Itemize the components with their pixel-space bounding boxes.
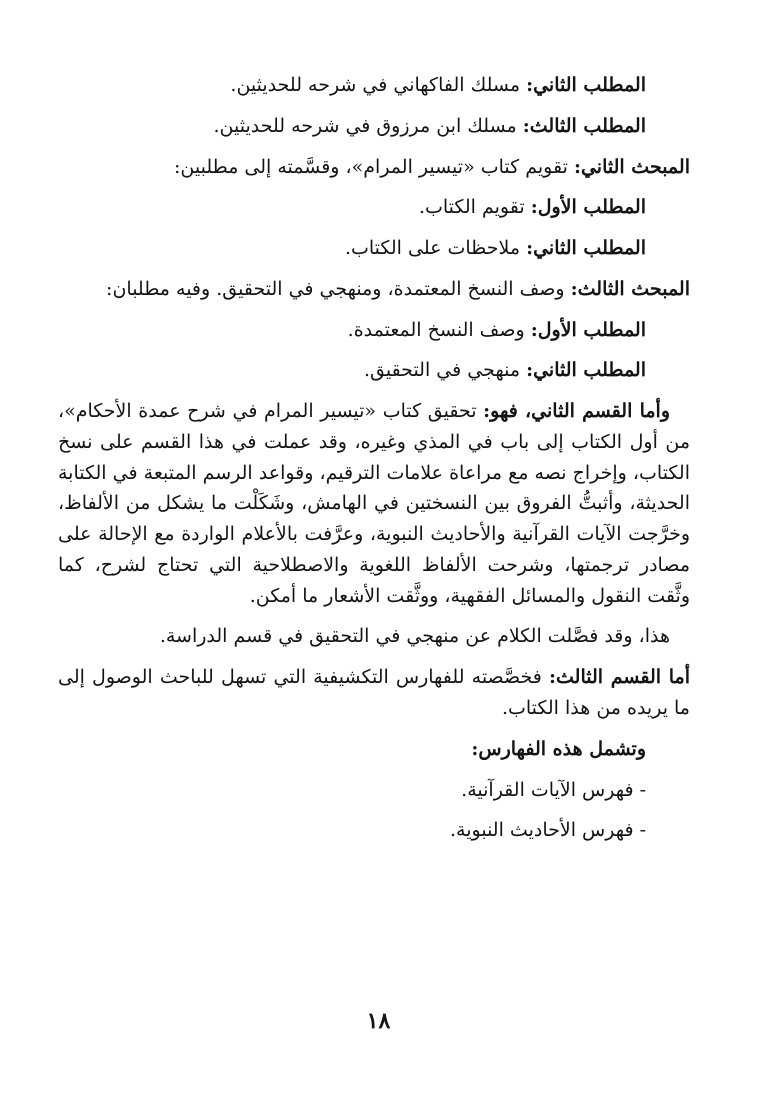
page-content [58,70,690,856]
subsection-label: المطلب الثاني: [526,237,646,260]
subsection-line [58,70,646,101]
section-label: المبحث الثالث: [570,277,690,300]
section-text: وصف النسخ المعتمدة، ومنهجي في التحقيق. وفيه مطلبان: [106,277,571,300]
index-item-text: - فهرس الأحاديث النبوية. [450,819,646,842]
subsection-text: منهجي في التحقيق. [363,359,527,382]
section2-label: وأما القسم الثاني، فهو: [483,400,670,423]
subsection-line [58,111,646,142]
subsection-label: المطلب الثاني: [526,359,646,382]
subsection-label: المطلب الثالث: [522,114,646,137]
list-item [58,775,646,806]
section3-text: فخصَّصته للفهارس التكشيفية التي تسهل للباحث الوصول إلى ما يريده من هذا الكتاب. [58,666,690,720]
section-label: المبحث الثاني: [573,155,690,178]
section2-text: تحقيق كتاب «تيسير المرام في شرح عمدة الأحكام»، من أول الكتاب إلى باب في المذي وغيره، وقد عملت في هذا القسم على نسخ الكتاب، وإخراج نصه مع مراعاة علامات الترقيم، وقواعد الرسم المتبعة في الكتابة الحديثة، وأثبتُّ الفروق بين النسختين في الهامش، وشَكَلْت ما يشكل من الألفاظ، وخرَّجت الآيات القرآنية والأحاديث النبوية، وعرَّفت بالأعلام الواردة مع الإحالة على مصادر ترجمتها، وشرحت الألفاظ اللغوية والاصطلاحية التي تحتاج لشرح، كما وثَّقت النقول والمسائل الفقهية، ووثَّقت الأشعار ما أمكن. [58,400,690,607]
page-number: ١٨ [366,1008,391,1034]
subsection-line [58,233,646,264]
section-line [58,152,690,183]
list-item [58,815,646,846]
subsection-text: مسلك الفاكهاني في شرحه للحديثين. [230,74,527,96]
subsection-text: وصف النسخ المعتمدة. [347,318,531,341]
section2-paragraph [58,396,690,611]
note-text: هذا، وقد فصَّلت الكلام عن منهجي في التحقيق في قسم الدراسة. [159,625,670,648]
indexes-heading [58,734,646,765]
section-text: تقويم كتاب «تيسير المرام»، وقسَّمته إلى مطلبين: [174,155,574,178]
section-line [58,274,690,305]
indexes-heading-text: وتشمل هذه الفهارس: [471,737,646,760]
subsection-label: المطلب الأول: [530,196,646,219]
subsection-line [58,355,646,386]
section3-paragraph [58,662,690,724]
subsection-line [58,192,646,223]
note-paragraph [58,621,690,652]
subsection-text: تقويم الكتاب. [418,196,531,219]
subsection-label: المطلب الأول: [530,318,646,341]
subsection-line [58,315,646,346]
section3-label: أما القسم الثالث: [549,666,690,689]
subsection-text: مسلك ابن مرزوق في شرحه للحديثين. [213,114,523,137]
subsection-text: ملاحظات على الكتاب. [344,237,527,260]
index-item-text: - فهرس الآيات القرآنية. [461,778,646,801]
subsection-label: المطلب الثاني: [526,74,646,96]
